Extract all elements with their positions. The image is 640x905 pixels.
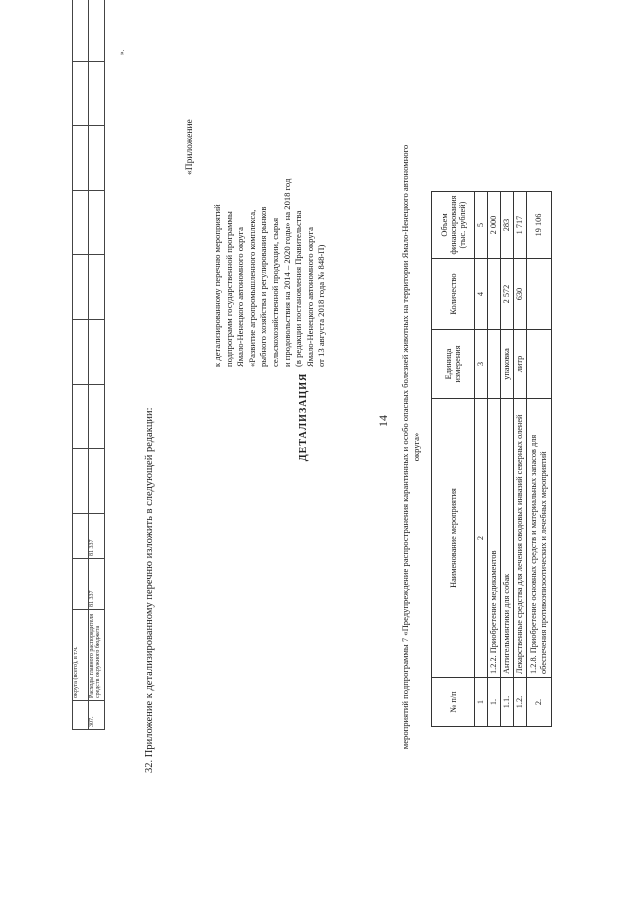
table-cell: [89, 0, 105, 61]
appendix-line: Ямало-Ненецкого автономного округа: [304, 227, 315, 367]
table-cell: 2: [475, 399, 488, 678]
table-cell: [73, 61, 89, 126]
table-cell: 283: [501, 192, 514, 259]
table-cell: 2 000: [488, 192, 501, 259]
appendix-line: от 13 августа 2018 года № 848-П): [316, 244, 327, 367]
table-row: [501, 192, 514, 727]
table-row: [89, 0, 105, 730]
table-cell: 1.1.: [501, 678, 514, 727]
table-cell: 1 717: [514, 192, 527, 259]
table-cell: [527, 330, 552, 399]
table-cell: [73, 514, 89, 559]
table-cell: 19 106: [527, 192, 552, 259]
table-cell: [488, 330, 501, 399]
appendix-line: сельскохозяйственной продукции, сырья: [269, 217, 280, 367]
appendix-description: [212, 75, 328, 367]
table-cell: 1.2.8. Приобретение основных средств и материальных запасов для обеспечения противоэпизоотических и лечебных мероприятий: [527, 399, 552, 678]
appendix-line: подпрограмм государственной программы: [223, 211, 234, 367]
table-cell: [89, 449, 105, 514]
column-header-number: № п/п: [432, 678, 475, 727]
table-cell: [73, 255, 89, 320]
table-cell: 630: [514, 259, 527, 330]
document-subtitle: мероприятий подпрограммы 7 «Предупреждение распространения карантинных и особо опасных болезней животных на территории Ямало-Ненецкого автономного округа»: [400, 144, 421, 750]
appendix-line: и продовольствия на 2014 – 2020 годы» на 2018 год: [281, 178, 292, 367]
detail-table: [431, 191, 552, 727]
appendix-line: Ямало-Ненецкого автономного округа: [235, 227, 246, 367]
column-header-amount: Объем финансирования (тыс. рублей): [432, 192, 475, 259]
table-cell: 1.2.2. Приобретение медикаментов: [488, 399, 501, 678]
table-cell: Антигельминтики для собак: [501, 399, 514, 678]
document-title: ДЕТАЛИЗАЦИЯ: [298, 372, 309, 462]
table-row: [514, 192, 527, 727]
table-cell: 1.2.: [514, 678, 527, 727]
table-cell: 2 572: [501, 259, 514, 330]
page-number: 14: [376, 415, 390, 427]
table-cell: [73, 384, 89, 449]
table-cell: [73, 559, 89, 610]
table-cell: [73, 320, 89, 385]
table-row: [527, 192, 552, 727]
table-cell: упаковка: [501, 330, 514, 399]
table-cell: [89, 255, 105, 320]
table-cell: [73, 449, 89, 514]
table-cell: 5: [475, 192, 488, 259]
table-header-row: [432, 192, 475, 727]
table-cell: [89, 190, 105, 255]
appendix-line: к детализированному перечню мероприятий: [212, 204, 222, 367]
table-cell: 81 337: [89, 514, 105, 559]
table-cell: литр: [514, 330, 527, 399]
table-cell: [89, 126, 105, 191]
table-cell: [73, 126, 89, 191]
table-cell: 3: [475, 330, 488, 399]
top-table-fragment: [72, 0, 105, 730]
table-cell: 1.: [488, 678, 501, 727]
closing-quote-mark: ».: [118, 49, 126, 55]
appendix-line: «Развитие агропромышленного комплекса,: [246, 209, 257, 367]
table-cell: 307.: [89, 701, 105, 730]
table-cell: 4: [475, 259, 488, 330]
column-header-quantity: Количество: [432, 259, 475, 330]
table-row: [488, 192, 501, 727]
column-header-name: Наименование мероприятия: [432, 399, 475, 678]
table-cell: округа (всего), в т.ч.: [73, 610, 89, 701]
appendix-label: «Приложение: [185, 119, 195, 175]
appendix-line: (в редакции постановления Правительства: [293, 210, 304, 367]
table-cell: Лекарственные средства для лечения оводовых инвазий северных оленей: [514, 399, 527, 678]
table-cell: [73, 701, 89, 730]
appendix-line: рыбного хозяйства и регулирования рынков: [258, 206, 269, 367]
table-numbering-row: [475, 192, 488, 727]
table-cell: [89, 384, 105, 449]
table-cell: 2.: [527, 678, 552, 727]
table-cell: [488, 259, 501, 330]
table-cell: [73, 0, 89, 61]
table-cell: [89, 61, 105, 126]
table-cell: [89, 320, 105, 385]
table-cell: 81 337: [89, 559, 105, 610]
paragraph-32: 32. Приложение к детализированному перечню изложить в следующей редакции:: [144, 407, 155, 773]
table-cell: 1: [475, 678, 488, 727]
table-cell: [73, 190, 89, 255]
table-cell: Расходы главного распорядителя средств окружного бюджета: [89, 610, 105, 701]
table-row: [73, 0, 89, 730]
column-header-unit: Единица измерения: [432, 330, 475, 399]
table-cell: [527, 259, 552, 330]
